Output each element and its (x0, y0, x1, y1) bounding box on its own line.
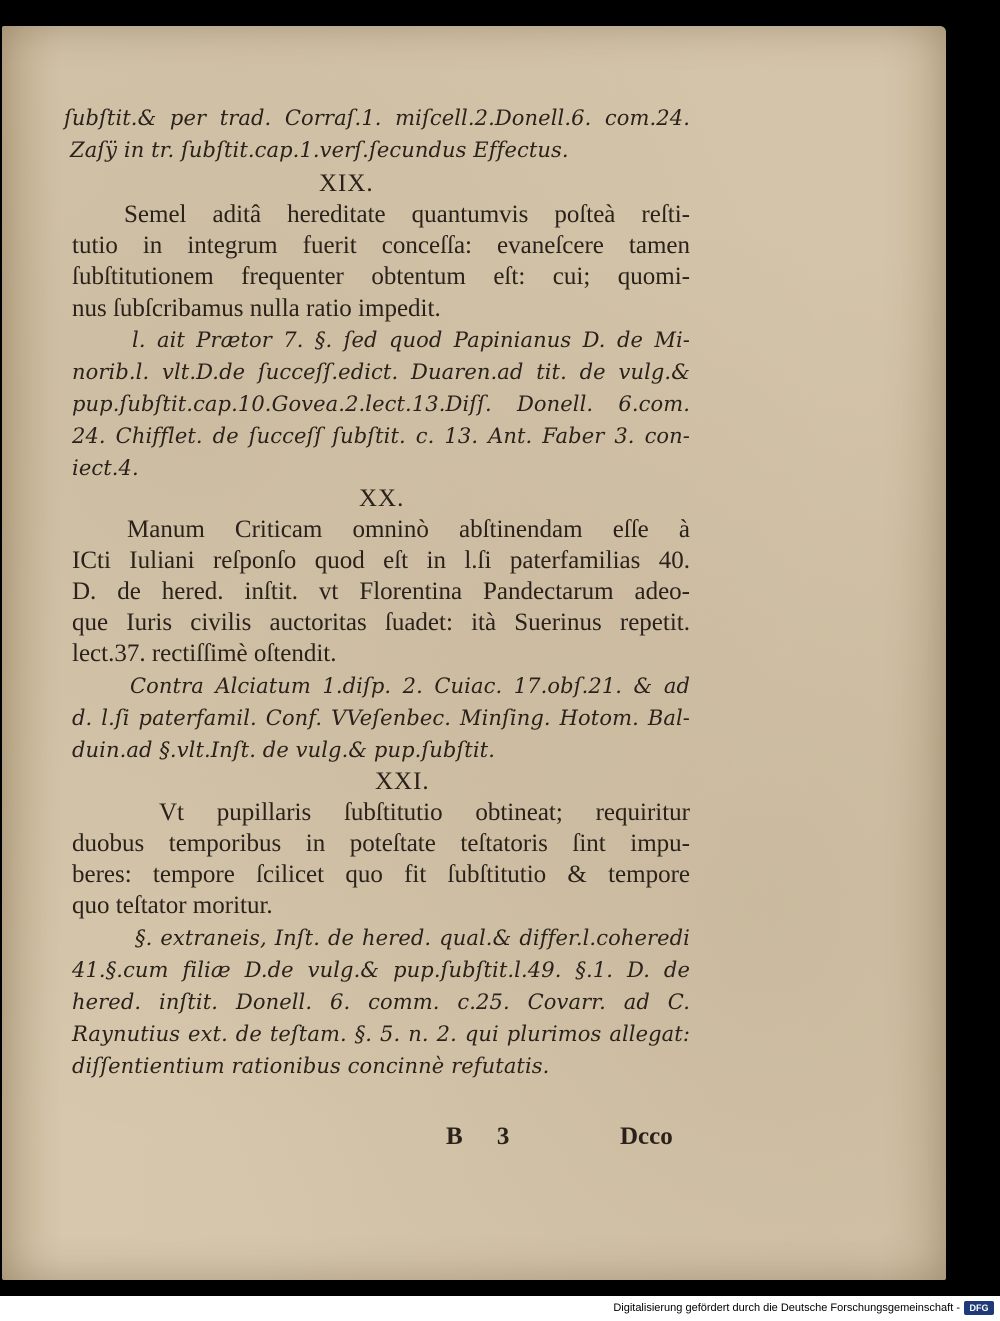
body-line: D. de hered. inſtit. vt Florentina Pandectarum adeo- (72, 578, 690, 605)
body-line: tutio in integrum fuerit conceſſa: evaneſcere tamen (72, 232, 690, 259)
citation-line: 41.§.cum filiæ D.de vulg.& pup.ſubſtit.l.49. §.1. D. de (72, 958, 690, 982)
citation-line: Contra Alciatum 1.diſp. 2. Cuiac. 17.obſ.21. & ad (130, 674, 690, 698)
citation-line: diſſentientium rationibus concinnè refutatis. (72, 1054, 550, 1078)
body-line: nus ſubſcribamus nulla ratio impedit. (72, 295, 441, 322)
citation-line: ſubſtit.& per trad. Corraſ.1. miſcell.2.Donell.6. com.24. (64, 106, 690, 130)
body-line: que Iuris civilis auctoritas ſuadet: ità Suerinus repetit. (72, 609, 690, 636)
section-heading-xx: XX. (359, 485, 405, 512)
citation-line: hered. inſtit. Donell. 6. comm. c.25. Covarr. ad C. (72, 990, 690, 1014)
section-heading-xxi: XXI. (375, 768, 430, 795)
citation-line: d. l.ſi paterfamil. Conf. VVeſenbec. Minſing. Hotom. Bal- (72, 706, 690, 730)
body-line: Vt pupillaris ſubſtitutio obtineat; requiritur (159, 799, 690, 826)
citation-line: §. extraneis, Inſt. de hered. qual.& differ.l.coheredi (135, 926, 690, 950)
dfg-logo-icon: DFG (964, 1301, 994, 1315)
citation-line: duin.ad §.vlt.Inſt. de vulg.& pup.ſubſtit. (72, 738, 495, 762)
book-page (2, 26, 946, 1280)
body-line: duobus temporibus in poteſtate teſtatoris ſint impu- (72, 830, 690, 857)
citation-line: Raynutius ext. de teſtam. §. 5. n. 2. qui plurimos allegat: (72, 1022, 690, 1046)
body-line: Semel aditâ hereditate quantumvis poſteà reſti- (124, 201, 690, 228)
catchword: Dcco (620, 1123, 673, 1150)
citation-line: Zaſÿ in tr. ſubſtit.cap.1.verſ.ſecundus Effectus. (70, 138, 569, 162)
body-line: ſubſtitutionem frequenter obtentum eſt: cui; quomi- (72, 263, 690, 290)
citation-line: iect.4. (72, 456, 139, 480)
funding-credit: Digitalisierung gefördert durch die Deutsche Forschungsgemeinschaft - (613, 1302, 960, 1314)
citation-line: l. ait Prætor 7. §. ſed quod Papinianus D. de Mi- (132, 328, 690, 352)
body-line: beres: tempore ſcilicet quo fit ſubſtitutio & tempore (72, 861, 690, 888)
signature-mark: B 3 (446, 1123, 524, 1150)
section-heading-xix: XIX. (319, 170, 374, 197)
citation-line: 24. Chifflet. de ſucceſſ ſubſtit. c. 13. Ant. Faber 3. con- (72, 424, 690, 448)
body-line: lect.37. rectiſſimè oſtendit. (72, 640, 337, 667)
citation-line: norib.l. vlt.D.de ſucceſſ.edict. Duaren.ad tit. de vulg.& (72, 360, 690, 384)
citation-line: pup.ſubſtit.cap.10.Govea.2.lect.13.Diſſ. Donell. 6.com. (72, 392, 690, 416)
body-line: Manum Criticam omninò abſtinendam eſſe à (127, 516, 690, 543)
body-line: ICti Iuliani reſponſo quod eſt in l.ſi paterfamilias 40. (72, 547, 690, 574)
body-line: quo teſtator moritur. (72, 892, 273, 919)
footer-bar (0, 1296, 1000, 1321)
